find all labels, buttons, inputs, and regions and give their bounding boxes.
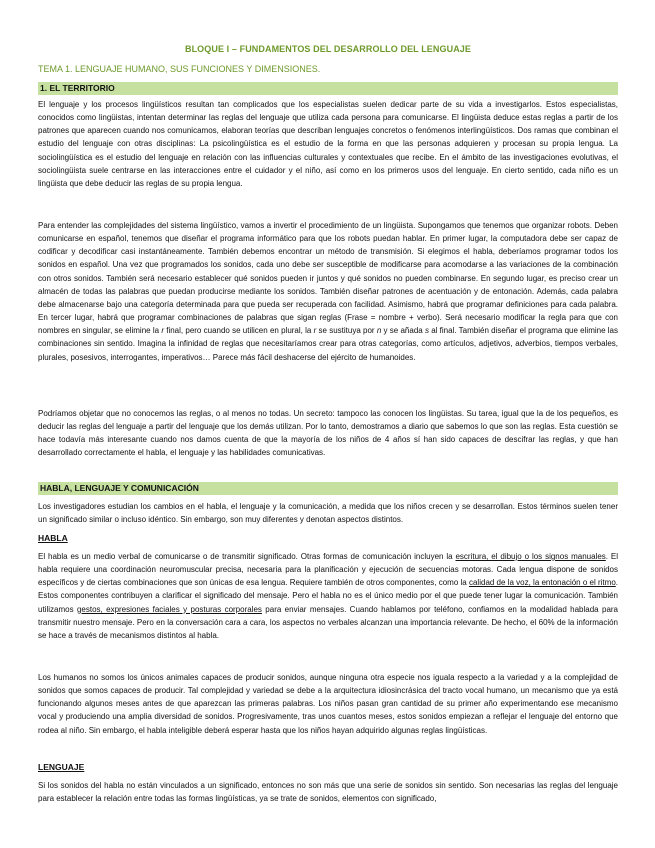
section-heading-habla-lenguaje: HABLA, LENGUAJE Y COMUNICACIÓN (38, 482, 618, 495)
paragraph-habla-lenguaje-1: Los investigadores estudian los cambios en el habla, el lenguaje y la comunicación, a medida que los niños crecen y se desarrollan. Estos términos suelen tener un significado similar o incluso idéntico. Sin embargo, son muy diferentes y denotan aspectos distintos. (38, 502, 618, 525)
paragraph-habla-2: Los humanos no somos los únicos animales capaces de producir sonidos, aunque ninguna otra especie nos iguala respecto a la variedad y a la complejidad de sonidos que somos capaces de producir. Tal complejidad y variedad se debe a la arquitectura idiosincrásica del tracto vocal humano, un mecanismo que ya está funcionando algunos meses antes de que aparezcan las primeras palabras. Los niños pasan gran cantidad de su primer año experimentando ese mecanismo vocal y produciendo una amplia diversidad de sonidos. Progresivamente, tras unos cuantos meses, estos sonidos empiezan a reflejar el lenguaje del entorno que rodea al niño. Sin embargo, el habla inteligible deberá esperar hasta que los niños hayan adquirido algunas reglas lingüísticas. (38, 673, 618, 735)
tema-title: TEMA 1. LENGUAJE HUMANO, SUS FUNCIONES Y DIMENSIONES. (38, 64, 321, 74)
bloque-title: BLOQUE I – FUNDAMENTOS DEL DESARROLLO DEL LENGUAJE (184, 44, 472, 54)
paragraph-territorio-3: Podríamos objetar que no conocemos las reglas, o al menos no todas. Un secreto: tampoco las conocen los lingüistas. Su tarea, igual que la de los pequeños, es deducir las reglas del lenguaje a partir del lenguaje que los demás utilizan. Por lo tanto, demostramos a diario que sabemos lo que son las reglas. Esta cuestión se hace todavía más interesante cuando nos damos cuenta de que la mayoría de los niños de 4 años sí han sido capaces de descifrar las reglas, y que han desarrollado correctamente el habla, el lenguaje y las habilidades comunicativas. (38, 409, 618, 458)
paragraph-territorio-2: Para entender las complejidades del sistema lingüístico, vamos a invertir el procedimiento de un lingüista. Supongamos que tenemos que organizar robots. Deben comunicarse en español, tenemos que diseñar el programa informático para que los robots puedan hablar. En primer lugar, la computadora debe ser capaz de codificar y decodificar casi instantáneamente. También debemos encontrar un método de transmisión. Si elegimos el habla, deberíamos programar todos los sonidos en español. Una vez que programados los sonidos, cada uno debe ser susceptible de modificarse para acomodarse a las variaciones de la combinación con otros sonidos. También será necesario establecer qué sonidos pueden ir juntos y qué sonidos no pueden combinarse. En segundo lugar, es preciso crear un almacén de todas las palabras que puedan producirse mediante los sonidos. También diseñar patrones de acentuación y de entonación. Además, cada palabra debe almacenarse bajo una categoría determinada para que pueda ser recuperada con facilidad. Asimismo, habrá que programar definiciones para cada palabra. En tercer lugar, habrá que programar combinaciones de palabras que sigan reglas (Frase = nombre + verbo). Será necesario modificar la regla para que con nombres en singular, se elimine la r final, pero cuando se utilicen en plural, la r se sustituya por n y se añada s al final. También diseñar el programa que elimine las combinaciones sin sentido. Imagina la infinidad de reglas que necesitaríamos crear para otras categorías, como artículos, adjetivos, adverbios, tiempos verbales, plurales, posesivos, interrogantes, imperativos… Parece más fácil deshacerse del ejército de humanoides. (38, 221, 618, 362)
section-heading-territorio: 1. EL TERRITORIO (38, 82, 618, 95)
paragraph-habla-1: El habla es un medio verbal de comunicarse o de transmitir significado. Otras formas de comunicación incluyen la escritura, el dibujo o los signos manuales. El habla requiere una coordinación neuromuscular precisa, necesaria para la planificación y ejecución de secuencias motoras. Cada lengua dispone de sonidos específicos y de ciertas combinaciones que son únicas de esa lengua. Requiere también de otros componentes, como la calidad de la voz, la entonación o el ritmo. Estos componentes contribuyen a clarificar el significado del mensaje. Pero el habla no es el único medio por el que puede tener lugar la comunicación. También utilizamos gestos, expresiones faciales y posturas corporales para enviar mensajes. Cuando hablamos por teléfono, confiamos en la modalidad hablada para transmitir nuestro mensaje. Pero en la conversación cara a cara, los aspectos no verbales alcanzan una importancia relevante. De hecho, el 60% de la información se hace a través de mecanismos distintos al habla. (38, 552, 619, 640)
paragraph-lenguaje-1: Si los sonidos del habla no están vinculados a un significado, entonces no son más que una serie de sonidos sin sentido. Son necesarias las reglas del lenguaje para establecer la relación entre todas las formas lingüísticas, ya se trate de sonidos, elementos con significado, (38, 781, 618, 804)
subheading-habla: HABLA (38, 533, 68, 543)
paragraph-territorio-1: El lenguaje y los procesos lingüísticos resultan tan complicados que los especialistas suelen dedicar parte de su vida a investigarlos. Estos especialistas, conocidos como lingüistas, intentan determinar las reglas del lenguaje que utiliza cada persona para comunicarse. El lingüista deduce estas reglas a partir de los patrones que aparecen cuando nos comunicamos, elaboran teorías que describan lenguajes concretos o fenómenos interlingüísticos. Dos ramas que combinan el estudio del lenguaje con otras disciplinas: La psicolingüística es el estudio de la forma en que las personas adquieren y procesan su propia lengua. La sociolingüística es el estudio del lenguaje en relación con las influencias culturales y contextuales que recibe. En el ámbito de las investigaciones evolutivas, el sociolingüista suele centrarse en las interacciones entre el cuidador y el niño, así como en los primeros usos del lenguaje. En cierto sentido, cada niño es un lingüista que debe deducir las reglas de su propia lengua. (38, 100, 618, 188)
subheading-lenguaje: LENGUAJE (38, 762, 85, 772)
